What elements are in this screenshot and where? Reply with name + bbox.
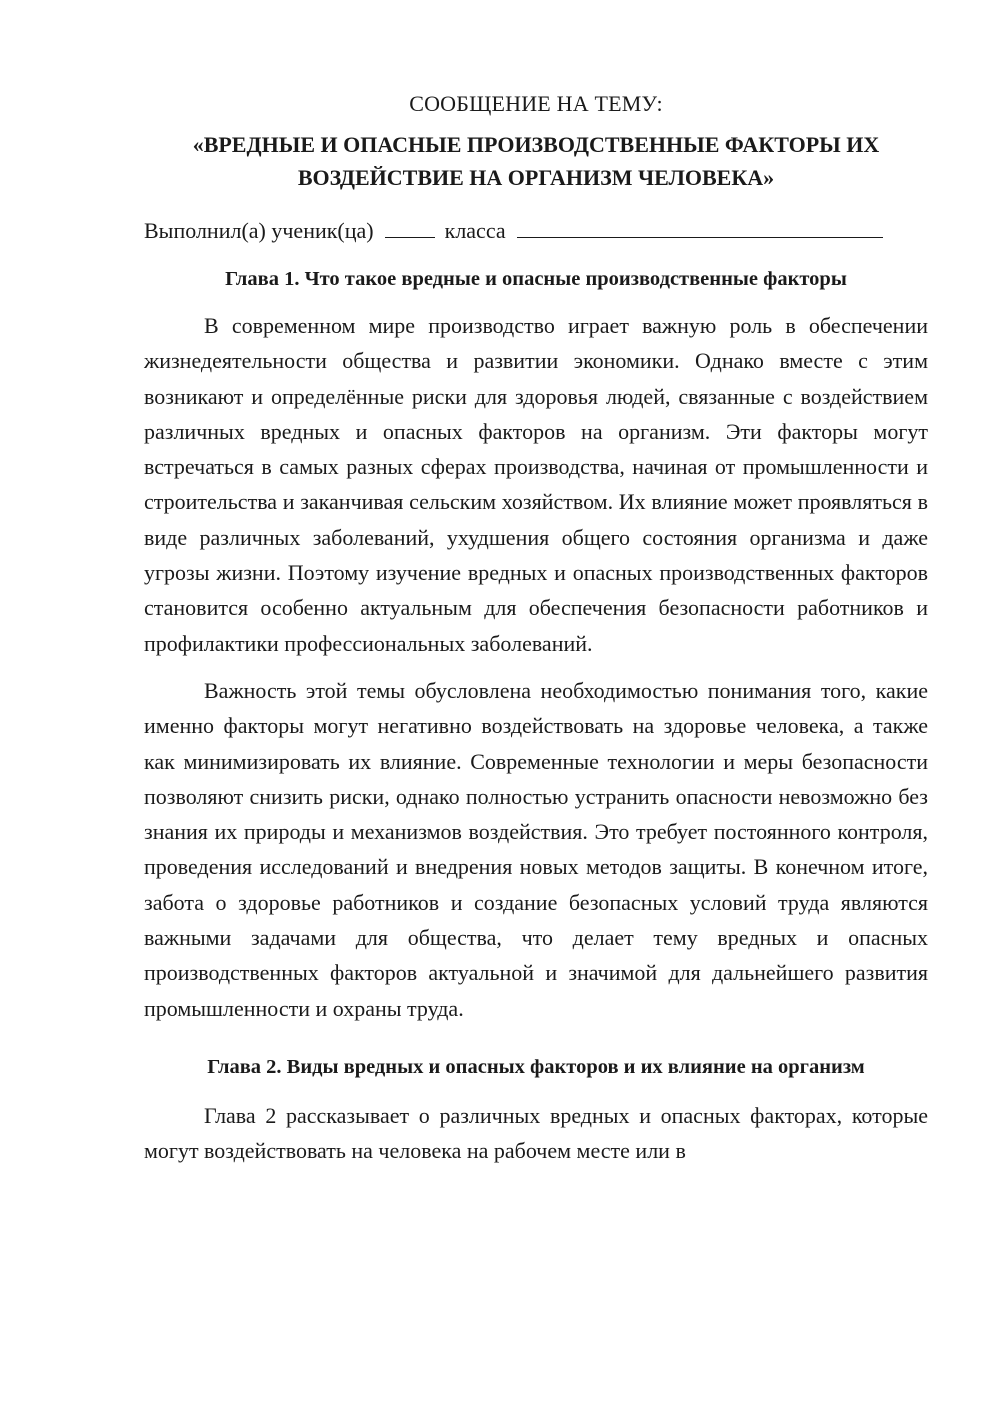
subject-line: СООБЩЕНИЕ НА ТЕМУ: (409, 91, 663, 116)
chapter-2-heading: Глава 2. Виды вредных и опасных факторов и их влияние на организм (207, 1055, 865, 1078)
author-line (144, 216, 928, 246)
class-label: класса (444, 218, 506, 243)
document-page (144, 90, 928, 1181)
chapter-2-paragraph-1: Глава 2 рассказывает о различных вредных и опасных факторах, которые могут воздействовать на человека на рабочем месте или в (144, 1102, 928, 1164)
chapter-1-paragraph-2: Важность этой темы обусловлена необходимостью понимания того, какие именно факторы могут негативно воздействовать на здоровье человека, а также как минимизировать их влияние. Современные технологии и меры безопасности позволяют снизить риски, однако полностью устранить опасности невозможно без знания их природы и механизмов воздействия. Это требует постоянного контроля, проведения исследований и внедрения новых методов защиты. В конечном итоге, забота о здоровье работников и создание безопасных условий труда являются важными задачами для общества, что делает тему вредных и опасных производственных факторов актуальной и значимой для дальнейшего развития промышленности и охраны труда. (144, 677, 928, 1021)
name-blank-field[interactable] (517, 217, 883, 238)
class-blank-field[interactable] (385, 217, 435, 238)
document-title: «ВРЕДНЫЕ И ОПАСНЫЕ ПРОИЗВОДСТВЕННЫЕ ФАКТОРЫ ИХ ВОЗДЕЙСТВИЕ НА ОРГАНИЗМ ЧЕЛОВЕКА» (192, 132, 880, 190)
chapter-1-heading: Глава 1. Что такое вредные и опасные производственные факторы (225, 268, 847, 290)
chapter-1-paragraph-1: В современном мире производство играет важную роль в обеспечении жизнедеятельности общества и развитии экономики. Однако вместе с этим возникают и определённые риски для здоровья людей, связанные с воздействием различных вредных и опасных факторов на организм. Эти факторы могут встречаться в самых разных сферах производства, начиная от промышленности и строительства и заканчивая сельским хозяйством. Их влияние может проявляться в виде различных заболеваний, ухудшения общего состояния организма и даже угрозы жизни. Поэтому изучение вредных и опасных производственных факторов становится особенно актуальным для обеспечения безопасности работников и профилактики профессиональных заболеваний. (144, 313, 928, 656)
author-prefix: Выполнил(а) ученик(ца) (144, 218, 374, 243)
